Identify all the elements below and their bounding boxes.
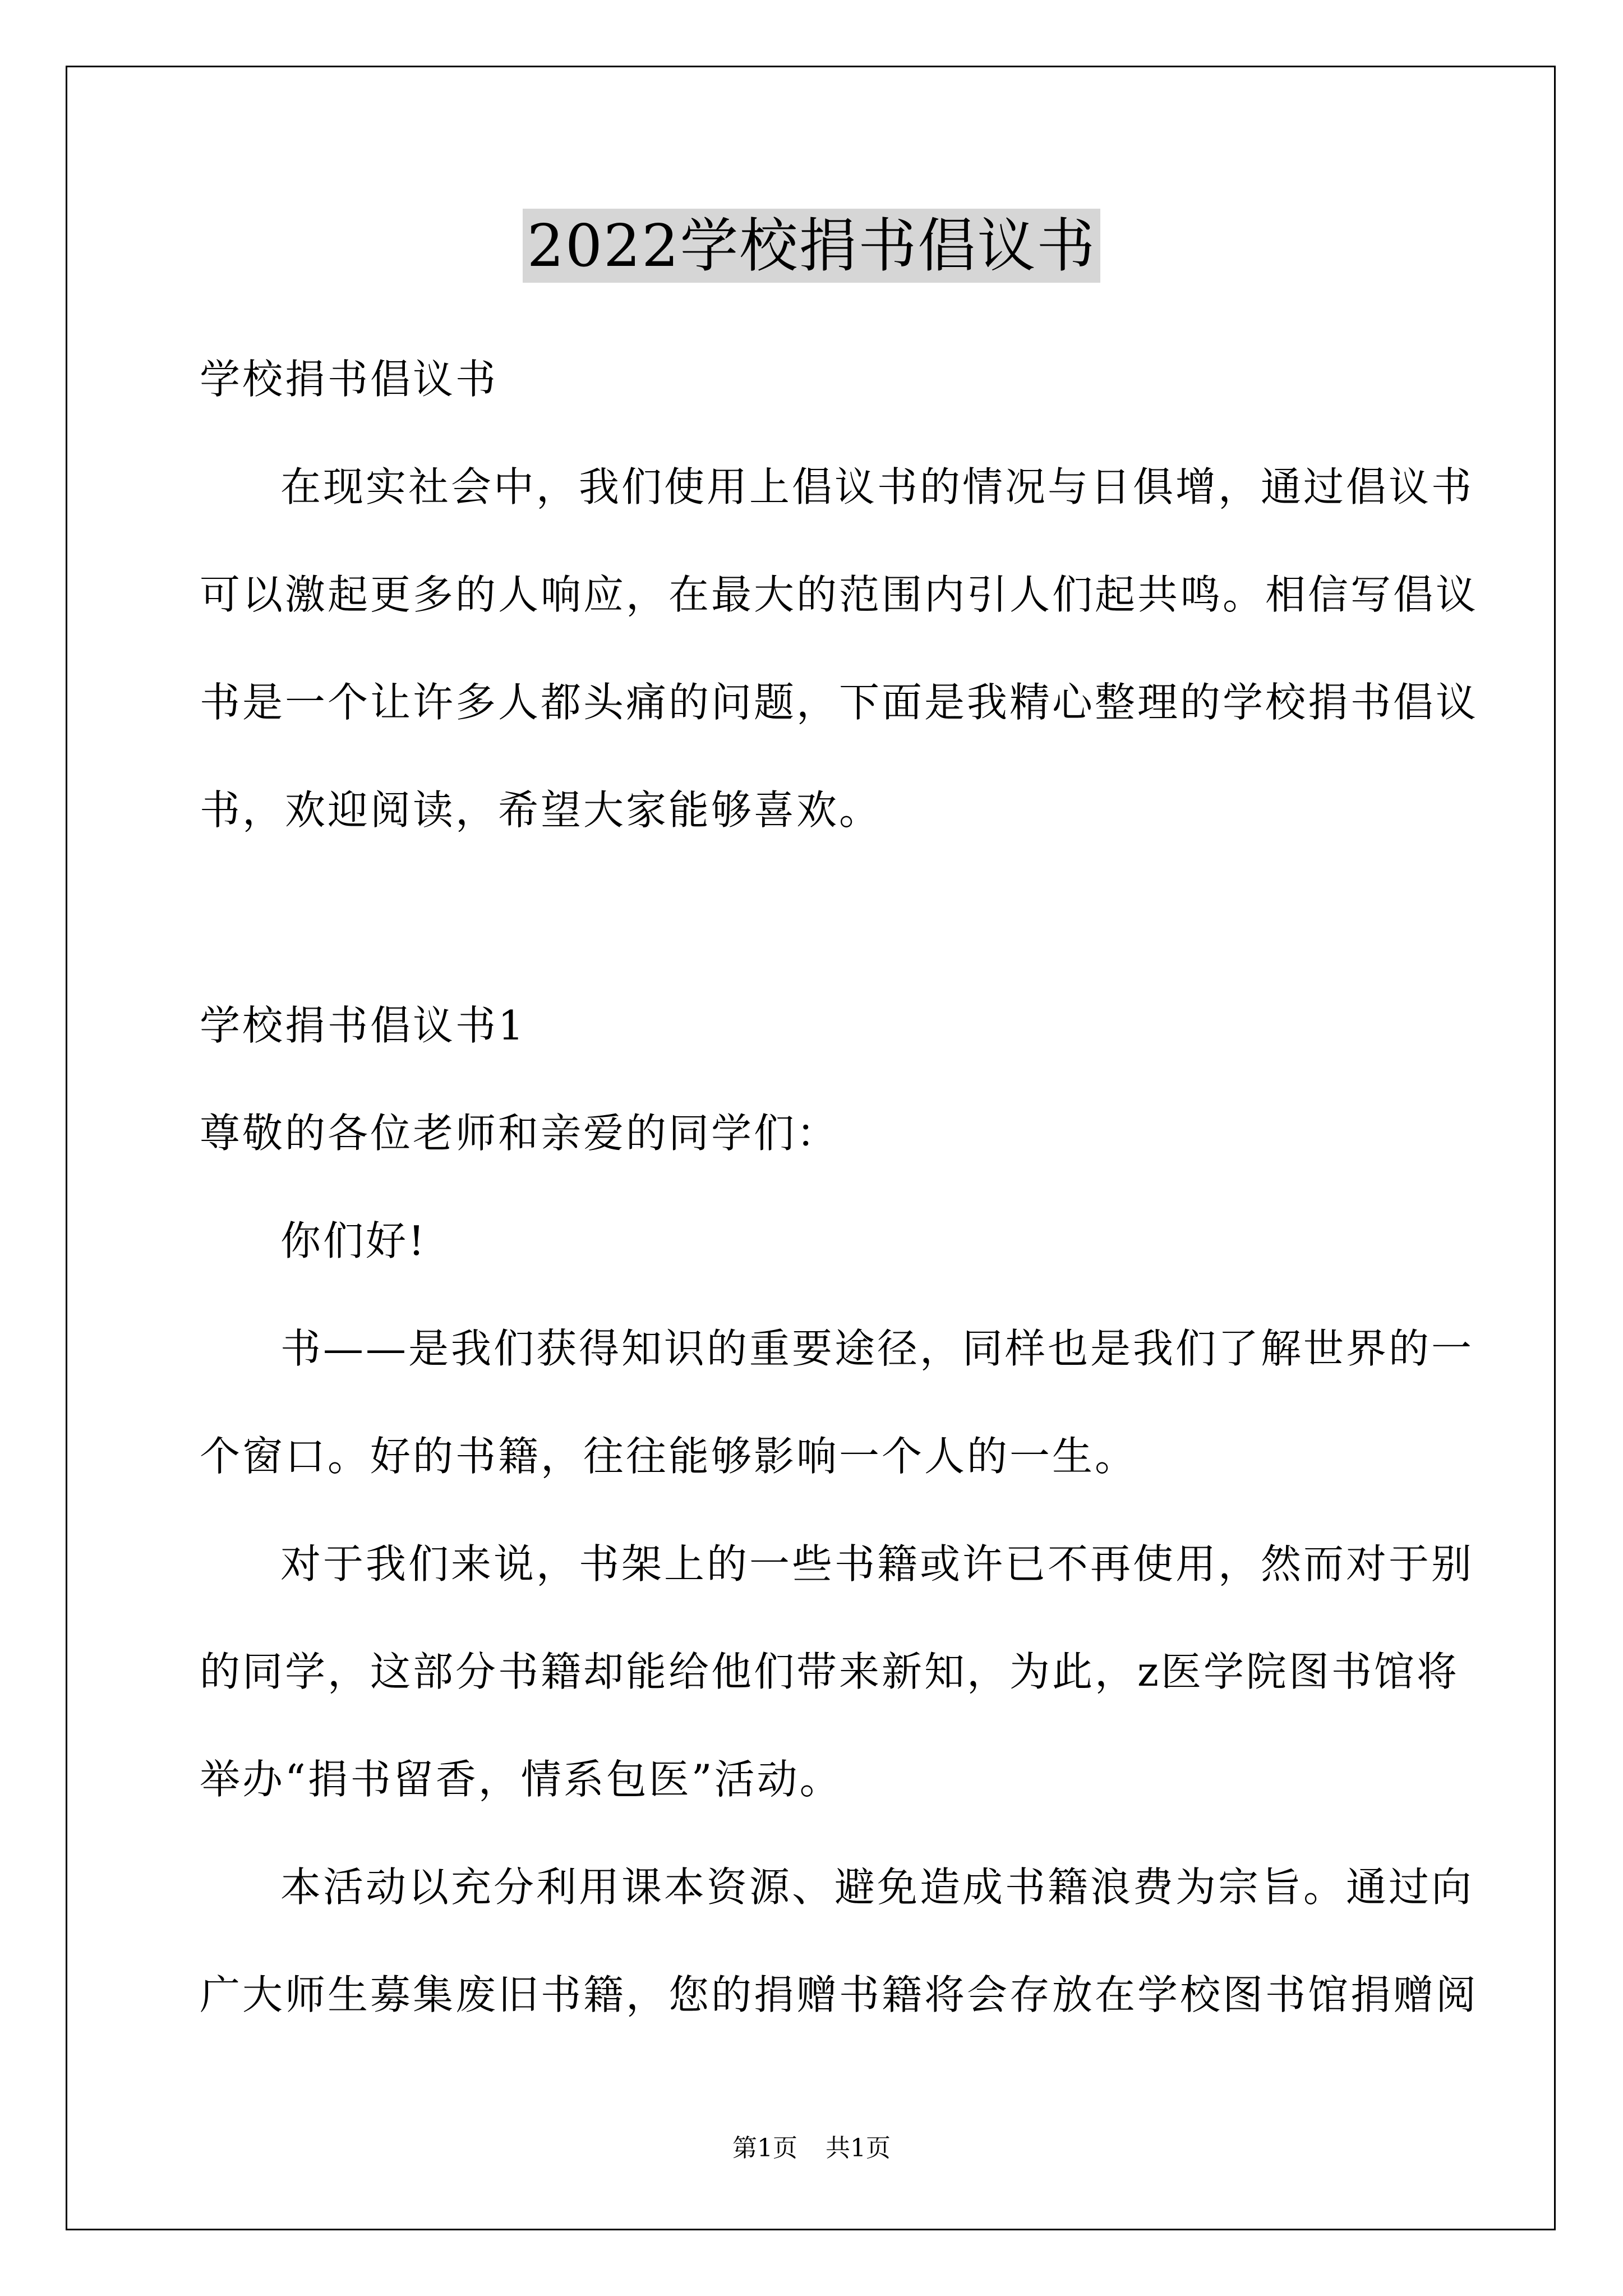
page-total: 共1页 xyxy=(826,2134,891,2162)
paragraph-line: 本活动以充分利用课本资源、避免造成书籍浪费为宗旨。通过向 xyxy=(280,1864,1474,1911)
paragraph-line: 书，欢迎阅读，希望大家能够喜欢。 xyxy=(200,786,882,834)
page-footer xyxy=(0,2132,1623,2165)
paragraph-line: 广大师生募集废旧书籍，您的捐赠书籍将会存放在学校图书馆捐赠阅 xyxy=(200,1971,1479,2018)
paragraph-gap xyxy=(200,864,1431,972)
document-title: 2022学校捐书倡议书 xyxy=(523,209,1101,283)
paragraph-line: 对于我们来说，书架上的一些书籍或许已不再使用，然而对于别 xyxy=(280,1540,1474,1588)
greeting: 你们好! xyxy=(280,1217,427,1264)
page-number: 第1页 xyxy=(732,2134,797,2162)
paragraph-line: 在现实社会中，我们使用上倡议书的情况与日俱增，通过倡议书 xyxy=(280,463,1474,510)
salutation: 尊敬的各位老师和亲爱的同学们： xyxy=(200,1110,840,1157)
section-heading: 学校捐书倡议书1 xyxy=(200,1002,526,1049)
paragraph-line: 个窗口。好的书籍，往往能够影响一个人的一生。 xyxy=(200,1433,1138,1480)
document-body xyxy=(200,325,1479,2049)
paragraph-line: 书——是我们获得知识的重要途径，同样也是我们了解世界的一 xyxy=(280,1325,1474,1372)
paragraph-line: 可以激起更多的人响应，在最大的范围内引人们起共鸣。相信写倡议 xyxy=(200,571,1479,618)
paragraph-line: 的同学，这部分书籍却能给他们带来新知，为此，z医学院图书馆将 xyxy=(200,1648,1459,1695)
section-heading: 学校捐书倡议书 xyxy=(200,356,499,403)
title-container xyxy=(0,209,1623,283)
paragraph-line: 书是一个让许多人都头痛的问题，下面是我精心整理的学校捐书倡议 xyxy=(200,679,1479,726)
paragraph-line: 举办“捐书留香，情系包医”活动。 xyxy=(200,1756,842,1803)
